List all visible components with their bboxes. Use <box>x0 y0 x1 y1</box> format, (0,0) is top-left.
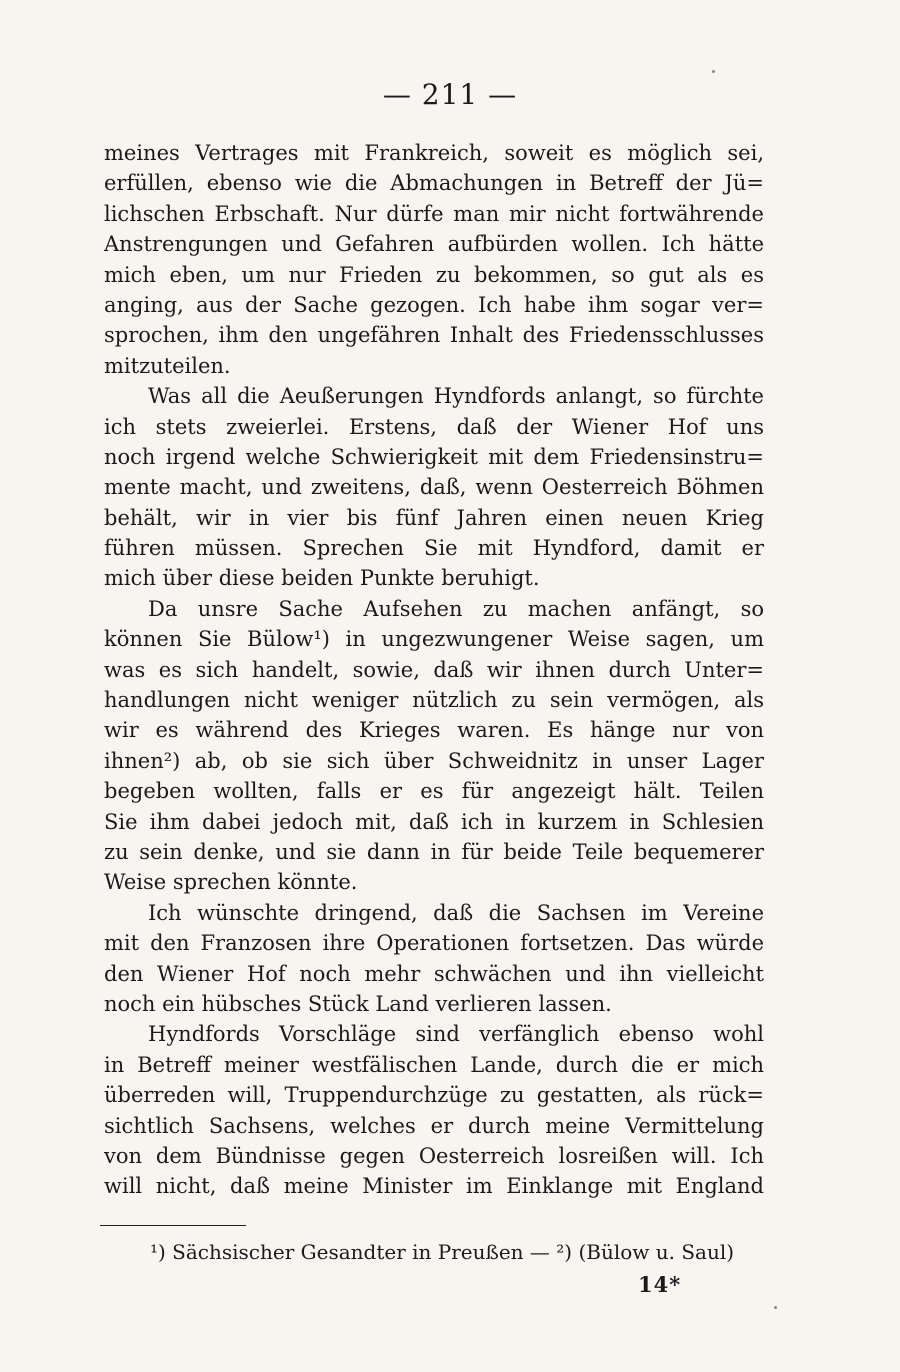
text-line: führen müssen. Sprechen Sie mit Hyndford, damit er <box>104 536 764 561</box>
text-line: mente macht, und zweitens, daß, wenn Oesterreich Böhmen <box>104 475 764 500</box>
text-line: Sie ihm dabei jedoch mit, daß ich in kurzem in Schlesien <box>104 809 764 834</box>
paragraph-start-line: Ich wünschte dringend, daß die Sachsen im Vereine <box>148 900 764 925</box>
text-line: was es sich handelt, sowie, daß wir ihnen durch Unter= <box>104 657 764 682</box>
paragraph-start-line: Was all die Aeußerungen Hyndfords anlangt, so fürchte <box>148 384 764 409</box>
text-line: sprochen, ihm den ungefähren Inhalt des Friedensschlusses <box>104 323 764 348</box>
text-line: ihnen²) ab, ob sie sich über Schweidnitz in unser Lager <box>104 748 764 773</box>
text-line: in Betreff meiner westfälischen Lande, durch die er mich <box>104 1052 764 1077</box>
text-line: handlungen nicht weniger nützlich zu sein vermögen, als <box>104 688 764 713</box>
text-line: Weise sprechen könnte. <box>104 870 358 895</box>
paragraph-start-line: Da unsre Sache Aufsehen zu machen anfängt, so <box>148 596 764 621</box>
paragraph-start-line: Hyndfords Vorschläge sind verfänglich ebenso wohl <box>148 1022 764 1047</box>
text-line: lichschen Erbschaft. Nur dürfe man mir nicht fortwährende <box>104 201 764 226</box>
text-line: können Sie Bülow¹) in ungezwungener Weise sagen, um <box>104 627 764 652</box>
signature-mark: 14* <box>638 1272 682 1297</box>
paper-speck <box>774 1306 777 1309</box>
footnote: ¹) Sächsischer Gesandter in Preußen — ²) (Bülow u. Saul) <box>150 1240 735 1264</box>
text-line: noch irgend welche Schwierigkeit mit dem Friedensinstru= <box>104 444 764 469</box>
text-line: will nicht, daß meine Minister im Einklange mit England <box>104 1174 764 1199</box>
text-line: noch ein hübsches Stück Land verlieren lassen. <box>104 991 612 1016</box>
text-line: den Wiener Hof noch mehr schwächen und ihn vielleicht <box>104 961 764 986</box>
text-line: anging, aus der Sache gezogen. Ich habe ihm sogar ver= <box>104 292 764 317</box>
footnote-divider <box>100 1225 246 1226</box>
text-line: zu sein denke, und sie dann in für beide Teile bequemerer <box>104 839 764 864</box>
page-number-header: — 211 — <box>382 78 518 111</box>
text-line: von dem Bündnisse gegen Oesterreich losreißen will. Ich <box>104 1143 764 1168</box>
text-line: überreden will, Truppendurchzüge zu gestatten, als rück= <box>104 1083 764 1108</box>
text-line: ich stets zweierlei. Erstens, daß der Wiener Hof uns <box>104 414 764 439</box>
text-line: begeben wollten, falls er es für angezeigt hält. Teilen <box>104 779 764 804</box>
text-line: mich über diese beiden Punkte beruhigt. <box>104 566 540 591</box>
text-line: Anstrengungen und Gefahren aufbürden wollen. Ich hätte <box>104 232 764 257</box>
text-line: mitzuteilen. <box>104 353 231 378</box>
text-line: wir es während des Krieges waren. Es hänge nur von <box>104 718 764 743</box>
text-line: behält, wir in vier bis fünf Jahren einen neuen Krieg <box>104 505 764 530</box>
text-line: mich eben, um nur Frieden zu bekommen, so gut als es <box>104 262 764 287</box>
text-line: sichtlich Sachsens, welches er durch meine Vermittelung <box>104 1113 764 1138</box>
text-line: meines Vertrages mit Frankreich, soweit es möglich sei, <box>104 141 764 165</box>
body-text <box>104 138 764 1202</box>
text-line: mit den Franzosen ihre Operationen fortsetzen. Das würde <box>104 931 764 956</box>
text-line: erfüllen, ebenso wie die Abmachungen in Betreff der Jü= <box>104 171 764 196</box>
paper-speck <box>712 70 715 73</box>
